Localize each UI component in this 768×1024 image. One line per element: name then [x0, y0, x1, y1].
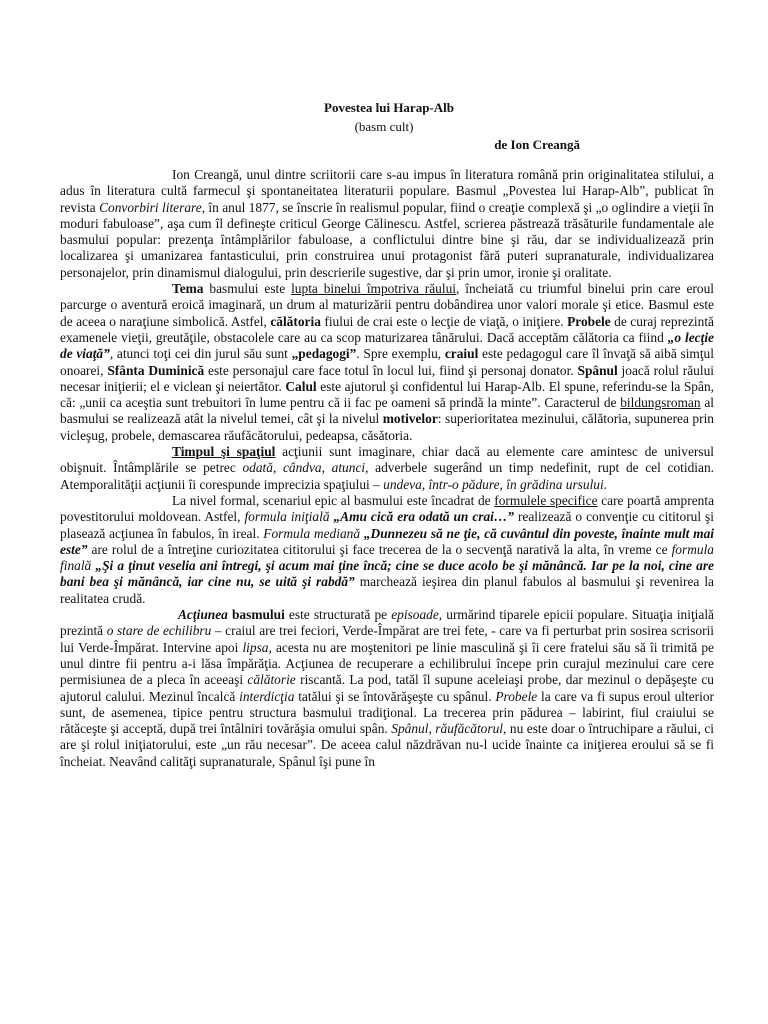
text-run: acţiunii sunt imaginare, chiar dacă au elemente care amintesc de universul obişnuit. Întâmplările se petrec: [60, 444, 714, 476]
paragraph-formule: [60, 493, 714, 607]
text-run: , acesta nu are moştenitori pe linie masculină şi îi cere fratelui său să îi trimită pe unul dintre fii pentru a-i lăsa împărăţia. Acţiunea de recuperare a echilibrului începe prin curajul mezinului care cere permisiunea de a pleca în aceeaşi: [60, 639, 715, 688]
text-run: este ajutorul şi confidentul lui Harap-Alb. El spune, referindu-se la Spân, că: „unii ca aceştia sunt trebuitori în lume pentru că ii fac pe oameni să prindă la minte”. Caracterul de: [60, 378, 714, 411]
text-run: al basmului se realizează atât la nivelul temei, cât şi la nivelul: [60, 395, 714, 427]
text-run: Calul: [285, 378, 317, 394]
text-run: este structurată pe: [284, 607, 392, 623]
text-run: , atunci toţi cei din jurul său sunt: [109, 346, 292, 362]
text-run: care poartă amprenta povestitorului moldovean. Astfel,: [60, 492, 715, 525]
text-run: Formula mediană: [263, 525, 361, 541]
text-run: odată, cândva, atunci: [242, 460, 366, 476]
paragraph-intro: [60, 167, 714, 281]
text-run: La nivel formal, scenariul epic al basmului este încadrat de: [172, 492, 495, 508]
text-run: Tema: [172, 281, 204, 297]
document-author: de Ion Creangă: [494, 137, 580, 152]
text-run: formulele specifice: [494, 492, 598, 508]
text-run: basmului: [231, 607, 285, 623]
text-run: bildungsroman: [620, 395, 701, 411]
paragraph-timpul: [60, 444, 714, 493]
text-run: basmului este: [203, 281, 292, 297]
text-run: Probele: [567, 313, 611, 329]
text-run: Probele: [495, 688, 538, 704]
text-run: lupta binelui împotriva răului: [291, 281, 457, 297]
text-run: Ion Creangă, unul dintre scriitorii care s-au impus în literatura română prin originalitatea stilului, a adus în literatura cultă farmecul şi spontaneitatea literaturii populare. Basmul „Povestea lui Harap-Alb”, publicat în revista: [60, 167, 714, 215]
text-run: marchează ieşirea din planul fabulos al basmului şi revenirea la realitatea crudă.: [60, 574, 714, 606]
text-run: este personajul care face totul în locul lui, fiind şi personaj donator.: [204, 362, 578, 378]
text-run: are rolul de a întreţine curiozitatea cititorului şi face trecerea de la o secvenţă narativă la alta, în vreme ce: [87, 541, 672, 557]
text-run: „pedagogi”: [291, 346, 357, 362]
text-run: formula iniţială: [244, 509, 330, 525]
text-run: „Amu cică era odată un crai…”: [333, 509, 514, 525]
text-run: lipsa: [242, 639, 269, 655]
document-title: Povestea lui Harap-Alb: [324, 100, 454, 115]
text-run: Acţiunea: [178, 607, 228, 623]
text-run: Timpul şi spaţiul: [172, 444, 276, 460]
text-run: tatălui şi se întovărăşeşte cu spânul.: [294, 688, 496, 704]
text-run: „Dunnezeu să ne ţie, că cuvântul din poveste, înainte mult mai este”: [60, 525, 714, 557]
text-run: , în anul 1877, se înscrie în realismul popular, fiind o creaţie complexă şi „o oglindire a vieţii în moduri fabuloase”, aşa cum îl defineşte criticul George Călinescu. Astfel, scrierea păstrează trăsăturile fundamentale ale basmului popular: prezenţa întâmplărilor fabuloase, a conflictului dintre bine şi rău, dar se individualizează prin localizarea şi umanizarea fantasticului, prin construirea unui protagonist fără puteri supranaturale, individualizarea personajelor, prin dinamismul dialogului, prin descrierile sugestive, dar şi prin umor, ironie şi oralitate.: [60, 199, 714, 280]
text-run: realizează o convenţie cu cititorul şi plasează acţiunea în fabulos, în ireal.: [60, 509, 714, 541]
text-run: motivelor: [382, 411, 438, 427]
text-run: o stare de echilibru: [106, 623, 212, 639]
text-run: undeva, într-o pădure, în grădina ursului.: [383, 476, 608, 492]
text-run: călătorie: [247, 672, 296, 688]
text-run: – craiul are trei feciori, Verde-Împărat are trei fete, - care va fi perturbat prin sosirea scrisorii lui Verde-Împărat. Intervine apoi: [60, 623, 715, 655]
text-run: , nu este doar o întruchipare a răului, ci are şi rolul iniţiatorului, este „un rău necesar”. De aceea calul năzdrăvan nu-l ucide înainte ca iniţierea eroului să se fi încheiat. Neavând calităţi supranaturale, Spânul îşi pune în: [60, 721, 714, 769]
text-run: formula finală: [60, 541, 714, 574]
text-run: Sfânta Duminică: [107, 362, 205, 378]
text-run: joacă rolul răului necesar iniţierii; el e viclean şi neiertător.: [60, 362, 714, 394]
text-run: , urmărind tiparele epicii populare. Situaţia iniţială prezintă: [60, 607, 715, 639]
text-run: Convorbiri literare: [99, 199, 202, 215]
paragraph-actiunea: [60, 607, 714, 770]
text-run: călătoria: [270, 313, 321, 329]
text-run: interdicţia: [239, 688, 295, 704]
document-body: [60, 167, 714, 770]
text-run: episoade: [391, 607, 439, 623]
text-run: : superioritatea mezinului, călătoria, supunerea prin vicleşug, probele, demascarea răufăcătorului, pedeapsa, căsătoria.: [60, 411, 715, 443]
text-run: „Şi a ţinut veselia ani întregi, şi acum mai ţine încă; cine se duce acolo be şi mănâncă. Iar pe la noi, cine are bani bea şi mănâncă, iar cine nu, se uită şi rabdă”: [60, 558, 714, 590]
text-run: Spânul, răufăcătorul: [391, 721, 504, 737]
text-run: este pedagogul care îl învaţă să aibă simţul onoarei,: [60, 346, 714, 378]
text-run: , adverbele sugerând un timp nedefinit, rupt de cel cotidian. Atemporalităţii acţiunii îi corespunde imprecizia spaţiului –: [60, 460, 714, 492]
text-run: riscantă. La pod, tatăl îl supune aceleiaşi probe, dar mezinul o depăşeşte cu ajutorul calului. Mezinul încalcă: [60, 672, 714, 704]
text-run: Spânul: [577, 362, 618, 378]
text-run: la care va fi supus eroul ulterior sunt, de asemenea, tipice pentru structura basmului tradiţional. La trecerea prin pădurea – labirint, fiul craiului se rătăceşte şi acceptă, după trei întâlniri tovărăşia omului spân.: [60, 688, 714, 737]
text-run: craiul: [444, 346, 479, 362]
text-run: , încheiată cu triumful binelui prin care eroul parcurge o aventură eroică imaginară, un drum al maturizării pentru dobândirea unor valori morale şi etice. Basmul este de aceea o naraţiune simbolică. Astfel,: [60, 281, 714, 329]
text-run: „o lecţie de viaţă”: [60, 329, 714, 362]
text-run: fiului de crai este o lecţie de viaţă, o iniţiere.: [320, 313, 568, 329]
document-subtitle: (basm cult): [354, 119, 414, 134]
text-run: de curaj reprezintă examenele vieţii, greutăţile, obstacolele care au ca scop maturizarea tânărului. Dacă acceptăm călătoria ca fiind: [60, 313, 714, 345]
text-run: . Spre exemplu,: [356, 346, 445, 362]
paragraph-tema: [60, 281, 714, 444]
